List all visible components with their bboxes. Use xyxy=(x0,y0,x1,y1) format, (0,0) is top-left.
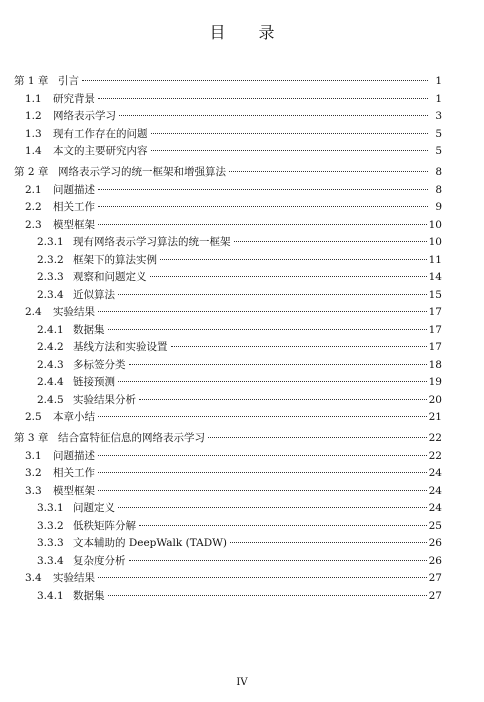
toc-section-entry xyxy=(14,570,442,588)
toc-entry-page: 17 xyxy=(428,323,442,336)
dot-leader xyxy=(171,346,427,347)
toc-entry-page: 8 xyxy=(435,166,442,178)
toc-section-entry xyxy=(14,409,442,427)
toc-subsection-entry xyxy=(14,357,442,375)
dot-leader xyxy=(234,241,427,242)
toc-subsection-entry xyxy=(14,322,442,340)
toc-entry-number: 2.5 xyxy=(25,411,42,423)
toc-entry-number: 1.1 xyxy=(25,92,42,105)
toc-entry-number: 3.3.1 xyxy=(37,502,64,514)
toc-entry-number: 2.1 xyxy=(25,183,42,196)
toc-entry-page: 17 xyxy=(428,341,442,353)
toc-subsection-entry xyxy=(14,553,442,571)
toc-entry-number: 2.4.3 xyxy=(37,358,64,371)
toc-section-entry xyxy=(14,304,442,322)
toc-section-entry xyxy=(14,143,442,161)
dot-leader xyxy=(98,472,427,473)
toc-entry-number: 3.1 xyxy=(25,449,42,462)
dot-leader xyxy=(151,133,429,134)
toc-subsection-entry xyxy=(14,252,442,270)
dot-leader xyxy=(229,171,428,172)
dot-leader xyxy=(108,595,427,596)
toc-entry-page: 11 xyxy=(428,253,442,266)
dot-leader xyxy=(139,399,427,400)
toc-entry-title: 网络表示学习的统一框架和增强算法 xyxy=(58,166,226,178)
toc-section-entry xyxy=(14,448,442,466)
toc-entry-title: 复杂度分析 xyxy=(73,554,126,567)
toc-section-entry xyxy=(14,126,442,144)
toc-entry-title: 本文的主要研究内容 xyxy=(53,145,148,157)
toc-section-entry xyxy=(14,483,442,501)
toc-entry-number: 第 2 章 xyxy=(14,166,49,178)
toc-entry-title: 多标签分类 xyxy=(73,358,126,371)
toc-entry-number: 1.2 xyxy=(25,110,42,122)
dot-leader xyxy=(98,577,427,578)
toc-entry-title: 数据集 xyxy=(73,323,105,336)
toc-entry-number: 2.3.3 xyxy=(37,271,64,283)
toc-entry-number: 1.4 xyxy=(25,145,42,157)
toc-chapter-entry xyxy=(14,164,442,182)
toc-entry-number: 2.4.4 xyxy=(37,376,64,388)
toc-entry-title: 研究背景 xyxy=(53,92,95,105)
dot-leader xyxy=(118,381,427,382)
toc-entry-page: 21 xyxy=(428,411,442,423)
dot-leader xyxy=(98,98,428,99)
toc-entry-number: 2.3.4 xyxy=(37,288,64,301)
toc-entry-title: 文本辅助的 DeepWalk (TADW) xyxy=(73,537,228,549)
toc-subsection-entry xyxy=(14,588,442,606)
toc-entry-number: 3.4 xyxy=(25,572,42,584)
toc-entry-page: 25 xyxy=(428,519,442,532)
toc-entry-title: 实验结果 xyxy=(53,572,95,584)
toc-entry-number: 2.3.1 xyxy=(37,236,64,248)
toc-section-entry xyxy=(14,108,442,126)
toc-entry-title: 引言 xyxy=(58,75,79,87)
toc-entry-page: 24 xyxy=(428,484,442,497)
dot-leader xyxy=(208,437,427,438)
toc-subsection-entry xyxy=(14,392,442,410)
toc-entry-page: 20 xyxy=(428,393,442,406)
toc-entry-number: 3.3.3 xyxy=(37,537,64,549)
toc-entry-number: 2.2 xyxy=(25,201,42,213)
toc-chapter-entry xyxy=(14,430,442,448)
toc-entry-number: 3.3.2 xyxy=(37,519,64,532)
page-number: IV xyxy=(236,677,248,688)
toc-entry-number: 2.3.2 xyxy=(37,253,64,266)
dot-leader xyxy=(150,276,427,277)
toc-entry-title: 问题描述 xyxy=(53,449,95,462)
toc-entry-page: 19 xyxy=(428,376,442,388)
toc-entry-title: 实验结果 xyxy=(53,306,95,318)
page-title: 目 录 xyxy=(209,23,289,42)
toc-entry-page: 22 xyxy=(428,449,442,462)
dot-leader xyxy=(118,294,427,295)
toc-entry-title: 现有工作存在的问题 xyxy=(53,127,148,140)
toc-entry-title: 数据集 xyxy=(73,589,105,602)
dot-leader xyxy=(98,416,427,417)
dot-leader xyxy=(82,80,428,81)
dot-leader xyxy=(139,525,427,526)
toc-entry-page: 17 xyxy=(428,306,442,318)
toc-entry-number: 3.4.1 xyxy=(37,589,64,602)
toc-entry-page: 9 xyxy=(435,201,442,213)
toc-subsection-entry xyxy=(14,339,442,357)
toc-entry-page: 3 xyxy=(435,110,442,122)
toc-entry-number: 2.4.5 xyxy=(37,393,64,406)
toc-section-entry xyxy=(14,217,442,235)
toc-entry-title: 近似算法 xyxy=(73,288,115,301)
toc-entry-title: 相关工作 xyxy=(53,467,95,479)
toc-section-entry xyxy=(14,465,442,483)
dot-leader xyxy=(118,507,427,508)
toc-subsection-entry xyxy=(14,500,442,518)
dot-leader xyxy=(129,364,427,365)
toc-entry-number: 2.3 xyxy=(25,218,42,231)
toc-subsection-entry xyxy=(14,374,442,392)
toc-entry-title: 低秩矩阵分解 xyxy=(73,519,136,532)
toc-subsection-entry xyxy=(14,287,442,305)
toc-entry-number: 2.4 xyxy=(25,306,42,318)
toc-subsection-entry xyxy=(14,234,442,252)
dot-leader xyxy=(98,206,428,207)
toc-entry-number: 2.4.2 xyxy=(37,341,64,353)
toc-entry-page: 1 xyxy=(435,92,442,105)
toc-entry-title: 框架下的算法实例 xyxy=(73,253,157,266)
dot-leader xyxy=(98,311,427,312)
toc-chapter-entry xyxy=(14,73,442,91)
toc-entry-title: 现有网络表示学习算法的统一框架 xyxy=(73,236,231,248)
toc-entry-page: 24 xyxy=(428,467,442,479)
toc-entry-number: 3.3.4 xyxy=(37,554,64,567)
toc-entry-page: 14 xyxy=(428,271,442,283)
toc-entry-title: 模型框架 xyxy=(53,484,95,497)
toc-entry-page: 15 xyxy=(428,288,442,301)
dot-leader xyxy=(98,189,428,190)
toc-entry-page: 10 xyxy=(428,236,442,248)
toc-entry-number: 第 1 章 xyxy=(14,75,49,87)
toc-entry-page: 10 xyxy=(428,218,442,231)
toc-entry-page: 24 xyxy=(428,502,442,514)
toc-entry-page: 26 xyxy=(428,537,442,549)
dot-leader xyxy=(129,560,427,561)
toc-entry-number: 第 3 章 xyxy=(14,432,49,444)
dot-leader xyxy=(98,490,427,491)
toc-entry-page: 1 xyxy=(435,75,442,87)
toc-entry-page: 26 xyxy=(428,554,442,567)
toc-entry-page: 8 xyxy=(435,183,442,196)
toc-entry-title: 实验结果分析 xyxy=(73,393,136,406)
toc-entry-title: 本章小结 xyxy=(53,411,95,423)
toc-section-entry xyxy=(14,91,442,109)
toc-entry-title: 链接预测 xyxy=(73,376,115,388)
toc-entry-number: 1.3 xyxy=(25,127,42,140)
table-of-contents xyxy=(14,73,442,605)
toc-subsection-entry xyxy=(14,269,442,287)
toc-subsection-entry xyxy=(14,535,442,553)
toc-entry-number: 3.3 xyxy=(25,484,42,497)
dot-leader xyxy=(119,115,428,116)
toc-entry-number: 3.2 xyxy=(25,467,42,479)
toc-entry-page: 27 xyxy=(428,572,442,584)
toc-entry-title: 观察和问题定义 xyxy=(73,271,147,283)
toc-entry-title: 相关工作 xyxy=(53,201,95,213)
dot-leader xyxy=(108,329,427,330)
dot-leader xyxy=(230,542,427,543)
toc-entry-number: 2.4.1 xyxy=(37,323,64,336)
toc-entry-page: 5 xyxy=(435,127,442,140)
toc-entry-title: 网络表示学习 xyxy=(53,110,116,122)
toc-entry-page: 22 xyxy=(428,432,442,444)
toc-section-entry xyxy=(14,199,442,217)
dot-leader xyxy=(151,150,429,151)
toc-entry-title: 问题描述 xyxy=(53,183,95,196)
toc-entry-title: 问题定义 xyxy=(73,502,115,514)
toc-subsection-entry xyxy=(14,518,442,536)
toc-entry-title: 基线方法和实验设置 xyxy=(73,341,168,353)
toc-entry-page: 5 xyxy=(435,145,442,157)
toc-entry-page: 27 xyxy=(428,589,442,602)
toc-entry-title: 结合富特征信息的网络表示学习 xyxy=(58,432,205,444)
toc-entry-page: 18 xyxy=(428,358,442,371)
toc-entry-title: 模型框架 xyxy=(53,218,95,231)
dot-leader xyxy=(98,455,427,456)
dot-leader xyxy=(98,224,427,225)
dot-leader xyxy=(160,259,427,260)
toc-section-entry xyxy=(14,182,442,200)
